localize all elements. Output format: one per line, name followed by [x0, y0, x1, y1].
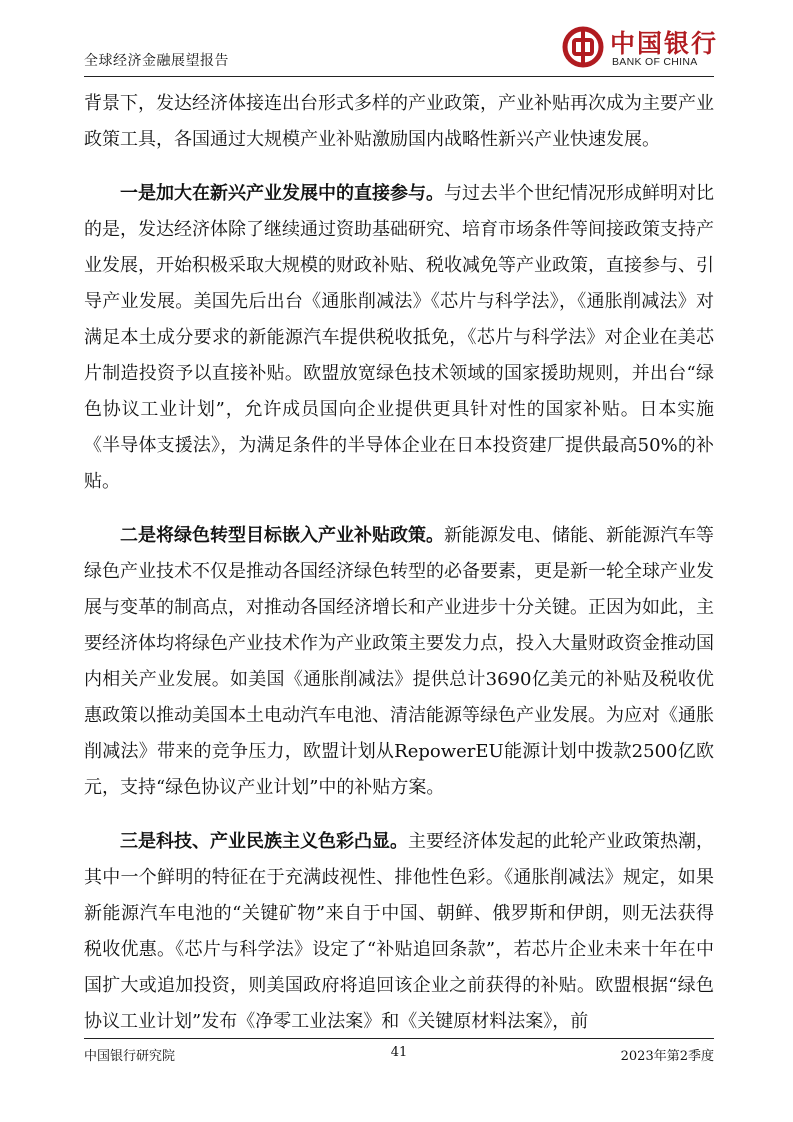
paragraph-nationalism	[84, 824, 714, 1040]
paragraph-lead: 三是科技、产业民族主义色彩凸显。	[120, 831, 408, 852]
logo-chinese-name: 中国银行	[610, 29, 719, 58]
paragraph-green-transition	[84, 518, 714, 806]
paragraph-lead: 一是加大在新兴产业发展中的直接参与。	[120, 183, 444, 204]
report-body	[84, 86, 714, 1040]
logo-english-name: BANK OF CHINA	[612, 56, 698, 68]
page-header	[84, 22, 719, 77]
paragraph-text: 新能源发电、储能、新能源汽车等绿色产业技术不仅是推动各国经济绿色转型的必备要素，更是新一轮全球产业发展与变革的制高点，对推动各国经济增长和产业进步十分关键。正因为如此，主要经济体均将绿色产业技术作为产业政策主要发力点，投入大量财政资金推动国内相关产业发展。如美国《通胀削减法》提供总计3690亿美元的补贴及税收优惠政策以推动美国本土电动汽车电池、清洁能源等绿色产业发展。为应对《通胀削减法》带来的竞争压力，欧盟计划从RepowerEU能源计划中拨款2500亿欧元，支持“绿色协议产业计划”中的补贴方案。	[84, 525, 714, 798]
bank-logo-icon	[562, 26, 604, 68]
bank-of-china-logo	[554, 22, 719, 74]
paragraph-direct-participation	[84, 176, 714, 500]
paragraph-text: 主要经济体发起的此轮产业政策热潮，其中一个鲜明的特征在于充满歧视性、排他性色彩。《通胀削减法》规定，如果新能源汽车电池的“关键矿物”来自于中国、朝鲜、俄罗斯和伊朗，则无法获得税收优惠。《芯片与科学法》设定了“补贴追回条款”，若芯片企业未来十年在中国扩大或追加投资，则美国政府将追回该企业之前获得的补贴。欧盟根据“绿色协议工业计划”发布《净零工业法案》和《关键原材料法案》，前	[84, 831, 714, 1032]
page-number: 41	[390, 1045, 408, 1060]
paragraph-lead: 二是将绿色转型目标嵌入产业补贴政策。	[120, 525, 444, 546]
footer-period: 2023年第2季度	[620, 1049, 714, 1064]
report-title: 全球经济金融展望报告	[84, 53, 229, 69]
paragraph-intro: 背景下，发达经济体接连出台形式多样的产业政策，产业补贴再次成为主要产业政策工具，各国通过大规模产业补贴激励国内战略性新兴产业快速发展。	[84, 93, 714, 150]
page-footer	[84, 1038, 714, 1065]
paragraph-text: 与过去半个世纪情况形成鲜明对比的是，发达经济体除了继续通过资助基础研究、培育市场条件等间接政策支持产业发展，开始积极采取大规模的财政补贴、税收减免等产业政策，直接参与、引导产业发展。美国先后出台《通胀削减法》《芯片与科学法》，《通胀削减法》对满足本土成分要求的新能源汽车提供税收抵免，《芯片与科学法》对企业在美芯片制造投资予以直接补贴。欧盟放宽绿色技术领域的国家援助规则，并出台“绿色协议工业计划”，允许成员国向企业提供更具针对性的国家补贴。日本实施《半导体支援法》，为满足条件的半导体企业在日本投资建厂提供最高50%的补贴。	[84, 183, 714, 492]
footer-institute: 中国银行研究院	[84, 1049, 176, 1064]
